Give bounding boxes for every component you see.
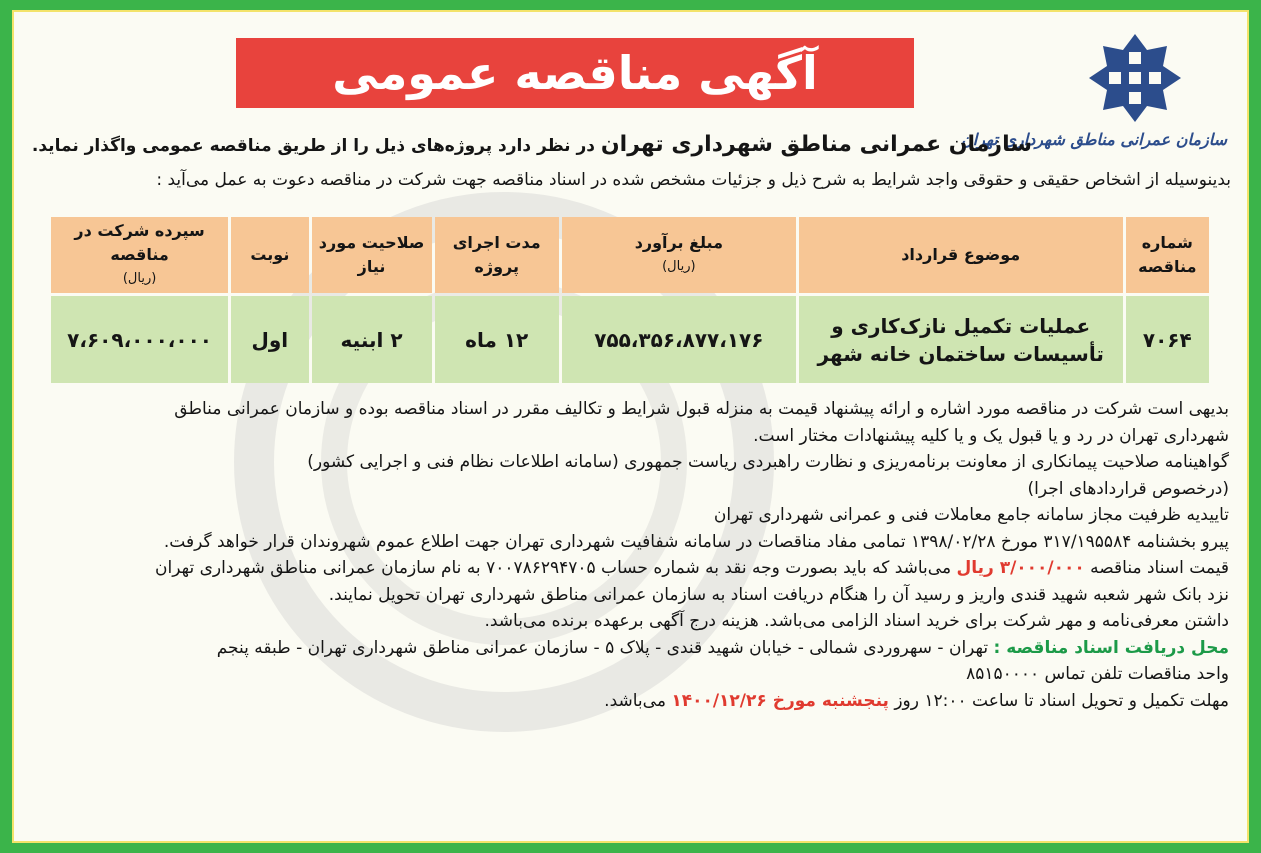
deadline-text: مهلت تکمیل و تحویل اسناد تا ساعت ۱۲:۰۰ روز [894, 690, 1229, 711]
body-line: شهرداری تهران در رد و یا قبول یک و یا کلیه پیشنهادات مختار است. [753, 425, 1229, 446]
body-line: پیرو بخشنامه ۳۱۷/۱۹۵۵۸۴ مورخ ۱۳۹۸/۰۲/۲۸ تمامی مفاد مناقصات در سامانه شفافیت شهرداری تهران جهت اطلاع عموم شهروندان قرار خواهد گرفت. [163, 531, 1229, 552]
header-estimate-label: مبلغ برآورد [634, 233, 723, 252]
tender-table [48, 214, 1212, 386]
header-deposit-label: سپرده شرکت در مناقصه [74, 221, 205, 264]
location-label: محل دریافت اسناد مناقصه : [993, 637, 1229, 658]
table-row [51, 296, 1209, 383]
cell-deposit: ۷،۶۰۹،۰۰۰،۰۰۰ [51, 296, 228, 383]
header-tender-number: شماره مناقصه [1126, 217, 1209, 293]
cell-round: اول [231, 296, 308, 383]
body-line: تاییدیه ظرفیت مجاز سامانه جامع معاملات فنی و عمرانی شهرداری تهران [713, 505, 1229, 525]
header-qualification: صلاحیت مورد نیاز [312, 217, 432, 293]
deadline-date: پنجشنبه مورخ ۱۴۰۰/۱۲/۲۶ [671, 690, 889, 711]
body-line: نزد بانک شهر شعبه شهید قندی واریز و رسید آن را هنگام دریافت اسناد به سازمان عمرانی مناطق شهرداری تهران تحویل نمایند. [328, 584, 1229, 605]
price-label: قیمت اسناد مناقصه [1090, 558, 1229, 578]
header-estimate [562, 217, 796, 293]
body-line: (درخصوص قراردادهای اجرا) [1027, 478, 1229, 499]
document-location-line [29, 635, 1229, 662]
notice-banner-title: آگهی مناقصه عمومی [236, 38, 914, 108]
deadline-line [29, 688, 1229, 715]
header-deposit-unit: (ریال) [122, 271, 157, 286]
cell-qualification: ۲ ابنیه [312, 296, 432, 383]
organization-name: سازمان عمرانی مناطق شهرداری تهران [600, 132, 1032, 157]
header-deposit [51, 217, 228, 293]
price-account-text: می‌باشد که باید بصورت وجه نقد به شماره حساب ۷۰۰۷۸۶۲۹۴۷۰۵ به نام سازمان عمرانی مناطق شهرداری تهران [155, 558, 952, 578]
cell-subject-line1: عملیات تکمیل نازک‌کاری و [831, 313, 1091, 338]
header-duration: مدت اجرای پروژه [435, 217, 559, 293]
cell-duration: ۱۲ ماه [435, 296, 559, 383]
contact-phone-line: واحد مناقصات تلفن تماس ۸۵۱۵۰۰۰۰ [966, 664, 1229, 684]
location-address: تهران - سهروردی شمالی - خیابان شهید قندی - پلاک ۵ - سازمان عمرانی مناطق شهرداری تهران - طبقه پنجم [216, 637, 989, 658]
intro-line [27, 132, 1032, 157]
header-estimate-unit: (ریال) [662, 259, 696, 274]
document-price-line [29, 555, 1229, 582]
notice-body [29, 396, 1229, 714]
header-contract-subject: موضوع قرارداد [799, 217, 1123, 293]
organization-logo-icon [1085, 32, 1185, 124]
cell-subject-line2: تأسیسات ساختمان خانه شهر [817, 341, 1104, 366]
cell-tender-number: ۷۰۶۴ [1126, 296, 1209, 383]
cell-contract-subject [799, 296, 1123, 383]
organization-logo-text: سازمان عمرانی مناطق شهرداری تهران [961, 130, 1227, 149]
body-line: گواهینامه صلاحیت پیمانکاری از معاونت برنامه‌ریزی و نظارت راهبردی ریاست جمهوری (سامانه اطلاعات نظام فنی و اجرایی کشور) [307, 452, 1229, 472]
intro-text: در نظر دارد پروژه‌های ذیل را از طریق مناقصه عمومی واگذار نماید. [31, 136, 595, 156]
body-line: داشتن معرفی‌نامه و مهر شرکت برای خرید اسناد الزامی می‌باشد. هزینه درج آگهی برعهده برنده می‌باشد. [484, 611, 1229, 631]
table-header-row [51, 217, 1209, 293]
deadline-end: می‌باشد. [604, 690, 666, 711]
body-line: بدیهی است شرکت در مناقصه مورد اشاره و ارائه پیشنهاد قیمت به منزله قبول شرایط و تکالیف مقرر در اسناد مناقصه بوده و سازمان عمرانی مناطق [174, 399, 1229, 419]
cell-estimate: ۷۵۵،۳۵۶،۸۷۷،۱۷۶ [562, 296, 796, 383]
notice-sheet [12, 10, 1249, 843]
header-round: نوبت [231, 217, 308, 293]
document-price: ۳/۰۰۰/۰۰۰ ریال [956, 558, 1085, 578]
invitation-line: بدینوسیله از اشخاص حقیقی و حقوقی واجد شرایط به شرح ذیل و جزئیات مشخص شده در اسناد مناقصه جهت شرکت در مناقصه دعوت به عمل می‌آید : [156, 170, 1231, 190]
